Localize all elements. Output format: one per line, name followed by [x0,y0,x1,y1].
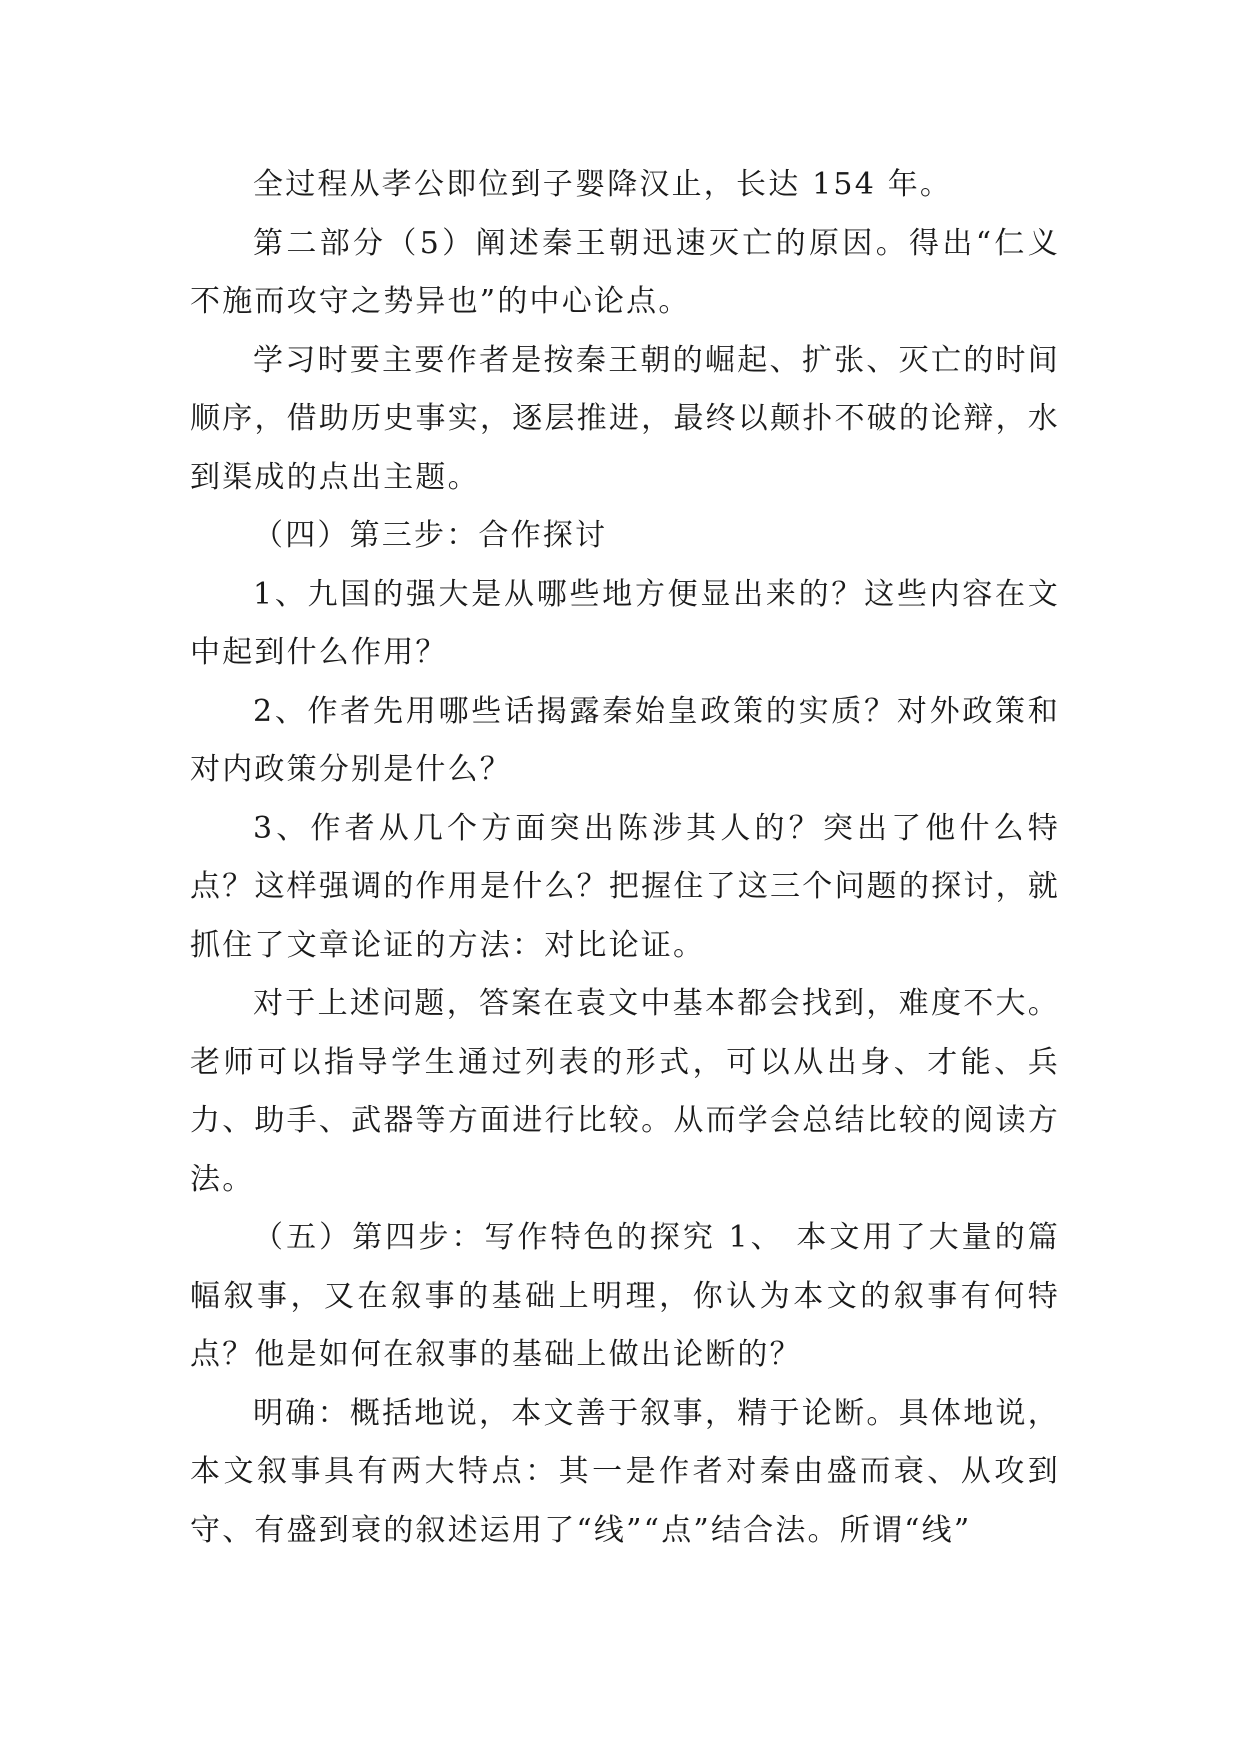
paragraph-part-two: 第二部分（5）阐述秦王朝迅速灭亡的原因。得出“仁义不施而攻守之势异也”的中心论点。 [190,225,1060,319]
document-body [190,156,1060,1560]
paragraph-timeline: 全过程从孝公即位到子婴降汉止，长达 154 年。 [253,167,953,202]
question-2: 2、作者先用哪些话揭露秦始皇政策的实质？对外政策和对内政策分别是什么？ [190,693,1060,787]
question-1: 1、九国的强大是从哪些地方便显出来的？这些内容在文中起到什么作用？ [190,576,1060,670]
paragraph-clarification: 明确：概括地说，本文善于叙事，精于论断。具体地说，本文叙事具有两大特点：其一是作者对秦由盛而衰、从攻到守、有盛到衰的叙述运用了“线”“点”结合法。所谓“线” [190,1395,1060,1548]
section-heading-step-four: （五）第四步：写作特色的探究 1、 本文用了大量的篇幅叙事，又在叙事的基础上明理，你认为本文的叙事有何特点？他是如何在叙事的基础上做出论断的？ [190,1220,1060,1372]
section-heading-step-three: （四）第三步：合作探讨 [253,518,608,553]
question-3: 3、作者从几个方面突出陈涉其人的？突出了他什么特点？这样强调的作用是什么？把握住了这三个问题的探讨，就抓住了文章论证的方法：对比论证。 [190,810,1060,963]
paragraph-study-note: 学习时要主要作者是按秦王朝的崛起、扩张、灭亡的时间顺序，借助历史事实，逐层推进，最终以颠扑不破的论辩，水到渠成的点出主题。 [190,342,1060,495]
paragraph-answer-guidance: 对于上述问题，答案在袁文中基本都会找到，难度不大。老师可以指导学生通过列表的形式，可以从出身、才能、兵力、助手、武器等方面进行比较。从而学会总结比较的阅读方法。 [190,986,1060,1197]
